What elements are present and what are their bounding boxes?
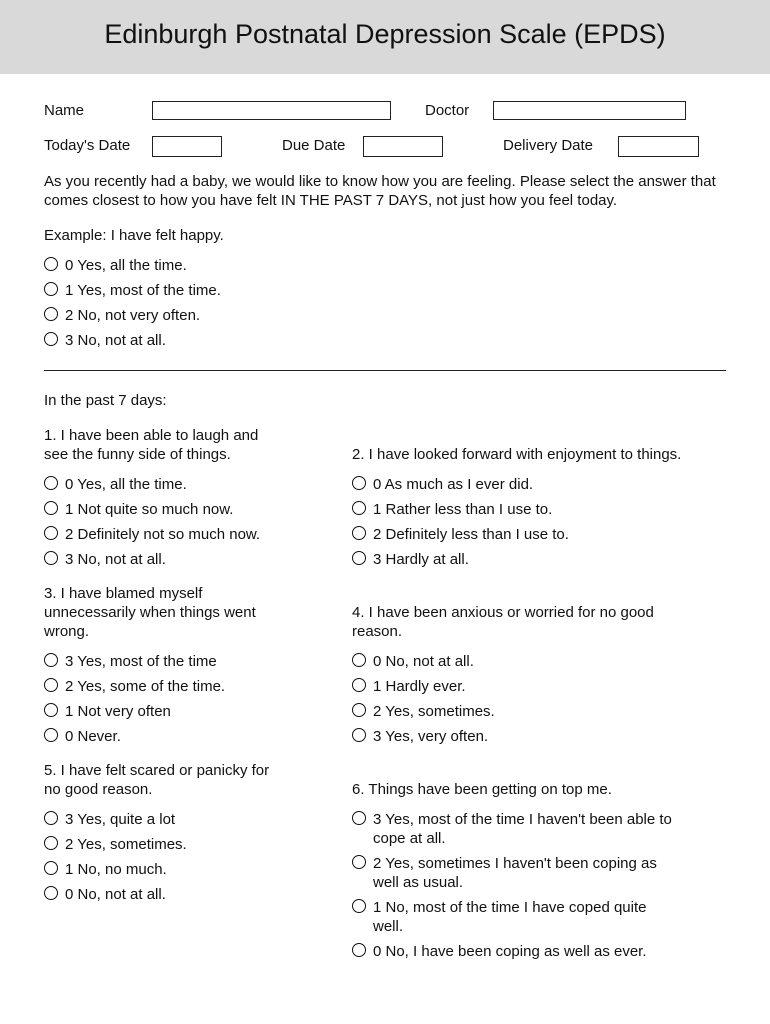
question-1-text: 1. I have been able to laugh and see the funny side of things. [44,427,259,463]
question-5 [44,761,284,799]
name-field[interactable] [152,101,391,120]
answer-option[interactable]: 0 No, not at all. [44,885,344,904]
answer-option[interactable]: 1 Not quite so much now. [44,500,344,519]
due-date-field[interactable] [363,136,443,157]
question-6 [352,780,722,799]
answer-option[interactable]: 0 Yes, all the time. [44,475,344,494]
answer-option[interactable]: 2 Yes, some of the time. [44,677,344,696]
answer-option[interactable]: 1 Not very often [44,702,344,721]
radio-circle-icon [44,282,58,296]
page-title: Edinburgh Postnatal Depression Scale (EPDS) [104,19,666,49]
radio-circle-icon [352,703,366,717]
question-6-options [352,810,677,967]
question-2-text: 2. I have looked forward with enjoyment to things. [352,446,682,463]
question-2 [352,426,722,464]
answer-option[interactable]: 0 No, I have been coping as well as ever. [352,942,677,961]
example-prompt: Example: I have felt happy. [44,227,224,244]
answer-option[interactable]: 1 Hardly ever. [352,677,692,696]
radio-circle-icon [44,332,58,346]
answer-option[interactable]: 2 Yes, sometimes I haven't been coping as well as usual. [352,854,677,892]
answer-option[interactable]: 1 No, no much. [44,860,344,879]
answer-option[interactable]: 3 Yes, most of the time I haven't been able to cope at all. [352,810,677,848]
question-3 [44,584,284,641]
question-5-options [44,810,344,910]
section-heading: In the past 7 days: [44,392,167,409]
header-banner [0,0,770,74]
radio-circle-icon [352,943,366,957]
example-options [44,256,344,356]
answer-option[interactable]: 0 No, not at all. [352,652,692,671]
radio-circle-icon [44,476,58,490]
answer-option[interactable]: 3 Hardly at all. [352,550,692,569]
todays-date-field[interactable] [152,136,222,157]
answer-option[interactable]: 3 Yes, most of the time [44,652,344,671]
example-option[interactable]: 1 Yes, most of the time. [44,281,344,300]
question-3-options [44,652,344,752]
radio-circle-icon [44,811,58,825]
example-option[interactable]: 0 Yes, all the time. [44,256,344,275]
doctor-label: Doctor [425,102,470,119]
radio-circle-icon [352,501,366,515]
delivery-date-field[interactable] [618,136,699,157]
answer-option[interactable]: 0 Never. [44,727,344,746]
question-4 [352,603,682,641]
radio-circle-icon [44,861,58,875]
radio-circle-icon [352,653,366,667]
divider [44,370,726,371]
question-6-text: 6. Things have been getting on top me. [352,781,612,798]
radio-circle-icon [44,703,58,717]
answer-option[interactable]: 2 Definitely not so much now. [44,525,344,544]
radio-circle-icon [44,307,58,321]
radio-circle-icon [44,678,58,692]
radio-circle-icon [44,653,58,667]
question-5-text: 5. I have felt scared or panicky for no good reason. [44,762,270,798]
answer-option[interactable]: 1 Rather less than I use to. [352,500,692,519]
instructions-text: As you recently had a baby, we would like to know how you are feeling. Please select the answer that comes closest to how you have felt IN THE PAST 7 DAYS, not just how you feel today. [44,173,716,209]
example-option[interactable]: 3 No, not at all. [44,331,344,350]
answer-option[interactable]: 2 Yes, sometimes. [352,702,692,721]
radio-circle-icon [352,728,366,742]
answer-option[interactable]: 3 No, not at all. [44,550,344,569]
answer-option[interactable]: 0 As much as I ever did. [352,475,692,494]
radio-circle-icon [352,855,366,869]
question-3-text: 3. I have blamed myself unnecessarily when things went wrong. [44,585,256,640]
answer-option[interactable]: 3 Yes, quite a lot [44,810,344,829]
radio-circle-icon [352,476,366,490]
radio-circle-icon [44,257,58,271]
example-option[interactable]: 2 No, not very often. [44,306,344,325]
question-4-options [352,652,692,752]
answer-option[interactable]: 3 Yes, very often. [352,727,692,746]
radio-circle-icon [44,501,58,515]
todays-date-label: Today's Date [44,137,131,154]
radio-circle-icon [44,551,58,565]
radio-circle-icon [44,836,58,850]
doctor-field[interactable] [493,101,686,120]
radio-circle-icon [352,811,366,825]
question-4-text: 4. I have been anxious or worried for no good reason. [352,604,654,640]
answer-option[interactable]: 2 Yes, sometimes. [44,835,344,854]
question-1 [44,426,284,464]
name-label: Name [44,102,85,119]
delivery-date-label: Delivery Date [503,137,594,154]
radio-circle-icon [352,551,366,565]
question-2-options [352,475,692,575]
question-1-options [44,475,344,575]
radio-circle-icon [44,886,58,900]
radio-circle-icon [44,526,58,540]
answer-option[interactable]: 2 Definitely less than I use to. [352,525,692,544]
radio-circle-icon [352,899,366,913]
radio-circle-icon [44,728,58,742]
due-date-label: Due Date [282,137,346,154]
radio-circle-icon [352,526,366,540]
radio-circle-icon [352,678,366,692]
answer-option[interactable]: 1 No, most of the time I have coped quite well. [352,898,677,936]
